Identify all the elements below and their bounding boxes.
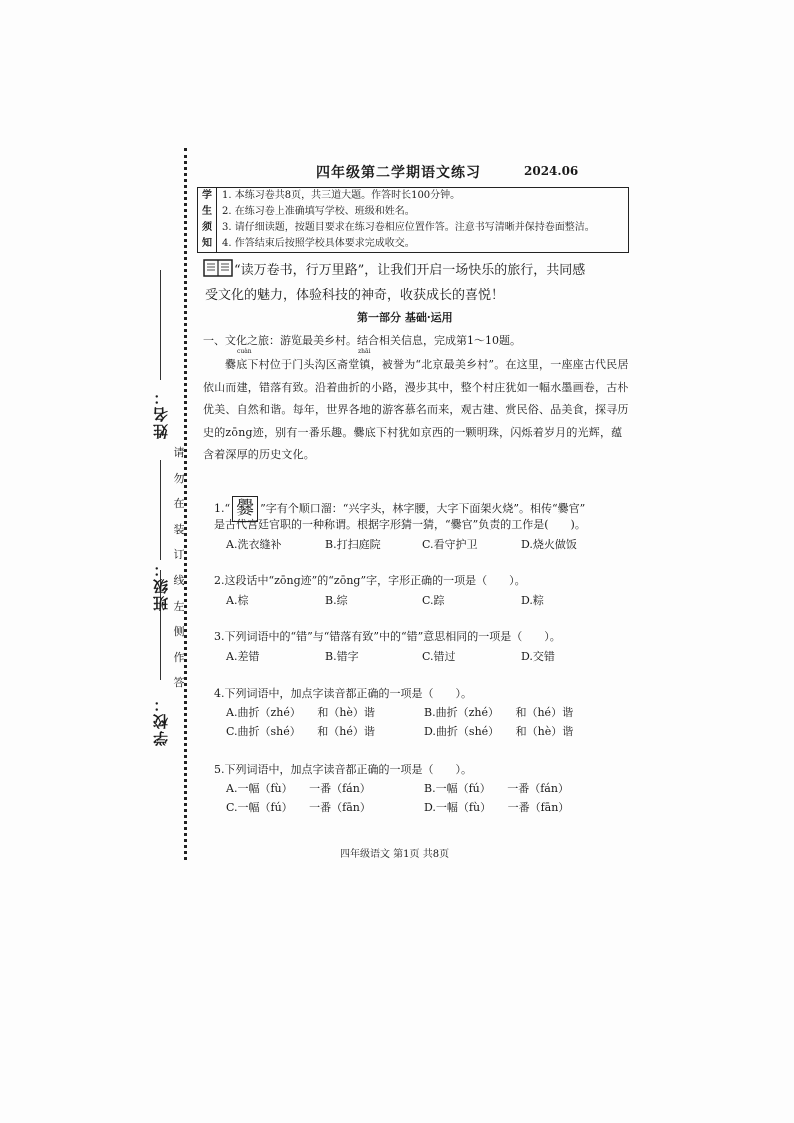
page-footer: 四年级语文 第1页 共8页 [340,849,450,860]
option-a: A.洗衣缝补 [226,538,282,551]
option-c: C.一幅（fú） 一番（fān） [226,801,371,814]
section-title: 一、文化之旅：游览最美乡村。结合相关信息，完成第1～10题。 [203,334,521,347]
pinyin-annotation: zhāi [358,348,371,355]
intro-line-2: 受文化的魅力，体验科技的神奇，收获成长的喜悦！ [205,288,505,303]
student-notice-box [197,187,629,253]
question-3: 3.下列词语中的“错”与“错落有致”中的“错”意思相同的一项是（ ）。 [214,630,561,643]
notice-item: 2. 在练习卷上准确填写学校、班级和姓名。 [222,206,415,217]
option-b: B.综 [325,594,348,607]
binding-warning: 请 勿 在 装 订 线 左 侧 作 答 [173,446,185,690]
question-1-line-2: 是古代宫廷官职的一种称谓。根据字形猜一猜，“爨官”负责的工作是( )。 [214,518,586,531]
option-c: C.错过 [422,650,456,663]
notice-item: 4. 作答结束后按照学校具体要求完成收交。 [222,238,415,249]
notice-heading: 学 生 须 知 [198,188,217,252]
name-label: 姓名： [152,388,170,439]
part-title: 第一部分 基础·运用 [357,311,453,324]
school-label: 学校： [152,695,170,746]
option-a: A.差错 [226,650,260,663]
option-a: A.曲折（zhé） 和（hè）谐 [226,706,375,719]
question-2: 2.这段话中“zōng迹”的“zōng”字，字形正确的一项是（ ）。 [214,574,526,587]
page-title: 四年级第二学期语文练习 [316,165,481,181]
option-c: C.曲折（shé） 和（hé）谐 [226,725,375,738]
question-5: 5.下列词语中，加点字读音都正确的一项是（ ）。 [214,763,472,776]
option-b: B.错字 [325,650,359,663]
intro-line-1: “读万卷书，行万里路”，让我们开启一场快乐的旅行，共同感 [234,263,586,278]
reading-passage [203,354,631,467]
option-b: B.曲折（zhé） 和（hé）谐 [424,706,574,719]
option-d: D.粽 [521,594,544,607]
featured-character: 爨 [232,496,258,522]
pinyin-annotation: cuàn [237,348,252,355]
option-d: D.曲折（shé） 和（hè）谐 [424,725,574,738]
option-d: D.一幅（fù） 一番（fān） [424,801,570,814]
passage-text: 爨底下村位于门头沟区斋堂镇，被誉为“北京最美乡村”。在这里，一座座古代民居依山而建，错落有致。沿着曲折的小路，漫步其中，整个村庄犹如一幅水墨画卷，古朴优美、自然和谐。每年，世界各地的游客慕名而来，观古建、赏民俗、品美食，探寻历史的zōng迹，别有一番乐趣。爨底下村犹如京西的一颗明珠，闪烁着岁月的光辉，蕴含着深厚的历史文化。 [203,358,629,461]
question-4: 4.下列词语中，加点字读音都正确的一项是（ ）。 [214,687,472,700]
class-label: 班级： [152,560,170,611]
question-1: 1.“ 爨 ”字有个顺口溜：“兴字头，林字腰，大字下面架火烧”。相传“爨官” [214,496,585,522]
notice-item: 1. 本练习卷共8页，共三道大题。作答时长100分钟。 [222,190,461,201]
open-book-icon [203,258,233,278]
option-b: B.一幅（fú） 一番（fán） [424,782,569,795]
exam-date: 2024.06 [524,164,579,178]
option-a: A.棕 [226,594,249,607]
option-c: C.踪 [422,594,445,607]
option-b: B.打扫庭院 [325,538,381,551]
option-a: A.一幅（fù） 一番（fán） [226,782,371,795]
option-d: D.交错 [521,650,555,663]
option-c: C.看守护卫 [422,538,478,551]
class-line [160,460,161,560]
option-d: D.烧火做饭 [521,538,577,551]
name-line [160,270,161,380]
notice-list [222,188,595,252]
notice-item: 3. 请仔细读题，按题目要求在练习卷相应位置作答。注意书写清晰并保持卷面整洁。 [222,222,595,233]
